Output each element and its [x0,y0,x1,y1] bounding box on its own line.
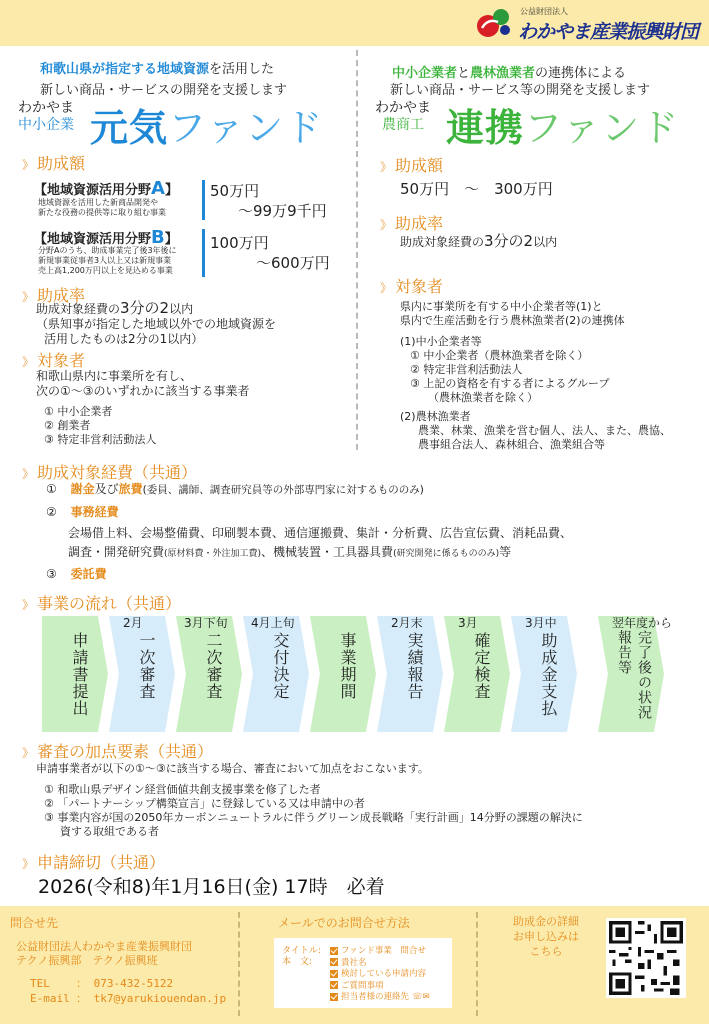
right-target-heading-text: 対象者 [395,277,444,296]
expense-item3-title: 委託費 [70,567,107,581]
right-target-heading [380,274,443,297]
expense-item2-line2b: (原材料費・外注加工費) [164,549,262,559]
list-item: ② 創業者 [44,419,91,432]
catB-close: 】 [164,232,178,247]
left-target-heading-text: 対象者 [37,351,86,370]
catA-letter: A [151,178,165,199]
left-fund-prefix [18,100,74,134]
body-label: 本 文: [282,957,313,967]
flow-step-text: 実績報告 [405,632,424,700]
left-fund-prefix-bottom: 中小企業 [18,117,74,133]
logo-mark-icon [476,6,512,40]
left-rate-big: 3分の2 [120,299,170,317]
list-item: （農林漁業者を除く） [428,391,538,404]
left-rate-post: 以内 [169,302,194,316]
catB-label-text: 【地域資源活用分野 [34,232,152,247]
left-target-body [36,369,250,399]
expense-item1-e: み [409,484,420,496]
flow-step [377,616,447,732]
catB-desc1: 分野Aのうち、助成事業完了後3年後に [38,246,177,255]
left-fund-title [90,97,323,152]
phone-mail-icon: ☏✉ [412,992,430,1002]
left-target-line2: 次の①～③のいずれかに該当する事業者 [36,384,250,398]
expense-item2-line2a: 調査・開発研究費 [68,545,165,559]
flow-step-label: 3月 [458,616,478,630]
right-sub1-title: (1)中小企業者等 [400,335,482,348]
chevron-right-icon: 》 [22,467,32,481]
chevron-right-icon: 》 [380,160,390,174]
right-sub2-line1: 農業、林業、漁業を営む個人、法人、また、農協、 [418,424,671,437]
right-rate-heading [380,211,443,234]
left-rate-heading-text: 助成率 [37,286,86,305]
contact-heading: 問合せ先 [10,916,59,930]
expense-item-2-body [68,524,572,564]
list-item: ③ 事業内容が国の2050年カーボンニュートラルに伴うグリーン成長戦略「実行計画」14分野の課題の解決に [44,811,583,824]
checkbox-icon [330,993,338,1001]
right-sub2-title: (2)農林漁業者 [400,410,471,423]
check-item: ファンド事業 問合せ [341,946,426,956]
list-item: ① 和歌山県デザイン経営価値共創支援事業を修了した者 [44,783,321,796]
left-rate-line3: 活用したものは2分の1以内） [44,332,204,346]
right-fund-prefix [375,100,431,134]
expense-item2-line1: 会場借上料、会場整備費、印刷製本費、通信運搬費、集計・分析費、広告宣伝費、消耗品費、 [68,526,573,540]
chevron-right-icon: 》 [22,290,32,304]
left-fund-name-b: ファンド [168,106,324,150]
expense-item1-b: 及び [94,482,119,496]
expense-item2-line2c: 、機械装置・工具器具費 [261,545,394,559]
expense-item1-f: ) [419,484,424,496]
expense-num: ① [46,482,57,496]
chevron-right-icon: 》 [22,355,32,369]
expense-item2-line2e: み [486,549,496,559]
mail-value[interactable]: ： tk7@yarukiouendan.jp [76,992,227,1005]
right-target-line2: 県内で生産活動を行う農林漁業者(2)の連携体 [400,314,625,327]
catA-label-text: 【地域資源活用分野 [34,183,152,198]
flow-step-text: 二次審査 [204,632,223,700]
deadline-value: 2026(令和8)年1月16日(金) 17時 必着 [38,876,385,898]
flow-step-text: 事業期間 [338,632,357,700]
contact-details [30,976,226,1006]
detail-line1: 助成金の詳細 [513,915,579,928]
left-intro-rest: を活用した [209,62,275,77]
left-target-list [44,405,156,447]
right-amount-heading [380,153,443,176]
list-item: ③ 上記の資格を有する者によるグループ [410,377,610,390]
flow-step [444,616,514,732]
catA-desc1: 地域資源を活用した新商品開発や [38,198,158,207]
deadline-heading [22,850,165,873]
right-rate-pre: 助成対象経費の [400,235,485,249]
left-intro-line2: 新しい商品・サービスの開発を支援します [40,83,288,98]
org-name: わかやま産業振興財団 [518,21,699,43]
review-list [44,783,583,839]
expense-item2-line2g: 等 [499,545,512,559]
right-intro-highlight1: 中小企業者 [392,66,458,81]
list-item: ② 「パートナーシップ構築宣言」に登録している又は申請中の者 [44,797,365,810]
detail-line2: お申し込みは [513,930,579,943]
catB-letter: B [151,227,165,248]
flow-step-text: 申請書提出 [70,632,89,717]
catA-bracket [202,180,205,220]
footer-divider [238,912,240,1016]
flow-heading-text: 事業の流れ（共通） [37,594,182,613]
expense-item-1 [46,482,424,498]
flow-step-label: 3月中 [525,616,557,630]
flow-step [176,616,246,732]
checkbox-icon [330,970,338,978]
review-heading [22,739,213,762]
checkbox-icon [330,981,338,989]
right-fund-prefix-bottom: 農商工 [382,117,424,133]
right-rate-heading-text: 助成率 [395,214,444,233]
expense-num: ② [46,505,57,519]
detail-text [500,914,592,959]
left-rate-line2: （県知事が指定した地域以外での地域資源を [36,317,277,331]
detail-line3: こちら [529,945,563,958]
right-fund-title [446,97,679,152]
flow-step-label: 3月下旬 [184,616,228,630]
flow-step [243,616,313,732]
flow-step-text: 一次審査 [137,632,156,700]
catB-desc [38,246,177,276]
expense-item1-a: 謝金 [70,482,95,496]
right-rate-body [400,234,557,250]
right-amount-value: 50万円 ～ 300万円 [400,180,553,198]
catB-amount2: ～600万円 [256,254,330,272]
catB-label [34,227,178,248]
check-item: 貴社名 [341,957,367,968]
tel-label: TEL [30,977,50,990]
check-item: ご質問事項 [341,980,384,991]
right-target-body [400,300,625,328]
expense-item2-line2f: ) [495,549,500,559]
catB-desc2: 新規事業従事者3人以上又は新規事業 [38,256,172,265]
checkbox-icon [330,958,338,966]
footer-divider [476,912,478,1016]
expense-num: ③ [46,567,57,581]
chevron-right-icon: 》 [380,218,390,232]
mail-method-heading: メールでのお問合せ方法 [278,916,410,930]
expense-item2-title: 事務経費 [70,505,119,519]
review-intro: 申請事業者が以下の①～③に該当する場合、審査において加点をおこないます。 [36,762,429,775]
flow-step-label: 2月末 [391,616,423,630]
left-intro-highlight: 和歌山県が指定する地域資源 [40,62,210,77]
expenses-heading-text: 助成対象経費（共通） [37,463,198,482]
catA-desc [38,198,166,218]
tel-value[interactable]: ： 073-432-5122 [76,977,174,990]
right-amount-heading-text: 助成額 [395,156,444,175]
expenses-heading [22,460,197,483]
catA-close: 】 [164,183,178,198]
left-intro-line1 [40,62,274,77]
right-intro-highlight2: 農林漁業者 [470,66,536,81]
right-target-line1: 県内に事業所を有する中小企業者等(1)と [400,300,603,313]
flow-step-text: 交付決定 [271,632,290,700]
right-sub1 [400,335,609,405]
flow-step-text: 助成金支払 [539,632,558,717]
flow-step [109,616,179,732]
checkbox-icon [330,947,338,955]
expense-item1-d: (委員、講師、調査研究員等の外部専門家に対するものの [142,484,410,496]
catB-amount1: 100万円 [210,234,269,252]
right-rate-post: 以内 [533,235,558,249]
check-item: 担当者様の連絡先 [341,992,410,1002]
list-item: ② 特定非営利活動法人 [410,363,523,376]
flow-step [598,616,668,732]
catB-bracket [202,229,205,277]
deadline-heading-text: 申請締切（共通） [37,853,166,872]
right-fund-prefix-top: わかやま [375,100,431,116]
chevron-right-icon: 》 [22,158,32,172]
right-sub2 [400,410,671,452]
chevron-right-icon: 》 [22,746,32,760]
flow-steps [42,616,692,732]
flow-step [310,616,380,732]
expense-item-3 [46,567,107,582]
subject-label: タイトル: [282,946,321,956]
flow-step [511,616,581,732]
flow-step-label: 翌年度から [612,616,673,630]
qr-code-icon[interactable] [606,918,686,998]
left-rate-pre: 助成対象経費の [36,302,121,316]
left-rate-body [36,301,276,347]
mail-label: E-mail [30,992,70,1005]
expense-item2-line2d: (研究開発に係るものの [393,549,487,559]
catA-amount1: 50万円 [210,182,260,200]
chevron-right-icon: 》 [22,857,32,871]
org-small-label: 公益財団法人 [520,7,568,16]
contact-line1: 公益財団法人わかやま産業振興財団 [16,940,192,953]
flow-step [42,616,112,732]
right-fund-name-a: 連携 [446,106,525,150]
chevron-right-icon: 》 [22,598,32,612]
left-target-heading [22,348,85,371]
right-intro-line2: 新しい商品・サービス等の開発を支援します [390,83,651,98]
list-item: ③ 特定非営利活動法人 [44,433,157,446]
expense-item-2 [46,505,119,520]
left-fund-prefix-top: わかやま [18,100,74,116]
left-amount-heading-text: 助成額 [37,154,86,173]
flow-step-text: 確定検査 [472,632,491,700]
left-amount-heading [22,151,85,174]
contact-line2: テクノ振興部 テクノ振興班 [16,954,158,967]
flow-heading [22,591,181,614]
right-rate-big: 3分の2 [484,232,534,250]
review-heading-text: 審査の加点要素（共通） [37,742,214,761]
left-target-line1: 和歌山県内に事業所を有し、 [36,369,193,383]
left-fund-name-a: 元気 [90,106,169,150]
list-item: ① 中小企業者（農林漁業者を除く） [410,349,589,362]
right-intro-mid: と [457,66,471,81]
catA-desc2: 新たな役務の提供等に取り組む事業 [38,208,166,217]
mail-checklist [330,946,430,1004]
flow-step-label: 4月上旬 [251,616,295,630]
catA-label [34,178,178,199]
chevron-right-icon: 》 [380,281,390,295]
expense-item1-c: 旅費 [118,482,143,496]
catB-desc3: 売上高1,200万円以上を見込める事業 [38,266,173,275]
mail-field-labels [282,946,321,968]
right-intro-rest: の連携体による [535,66,627,81]
right-fund-name-b: ファンド [524,106,680,150]
contact-org [16,940,192,968]
flow-step-label: 2月 [123,616,143,630]
column-divider [356,50,358,450]
catA-amount2: ～99万9千円 [238,202,327,220]
flow-step-text: 完了後の状況報告等 [616,630,652,720]
list-item: 資する取組である者 [60,825,159,838]
check-item: 検討している申請内容 [341,969,427,979]
right-sub2-line2: 農事組合法人、森林組合、漁業組合等 [418,438,605,451]
list-item: ① 中小企業者 [44,405,113,418]
